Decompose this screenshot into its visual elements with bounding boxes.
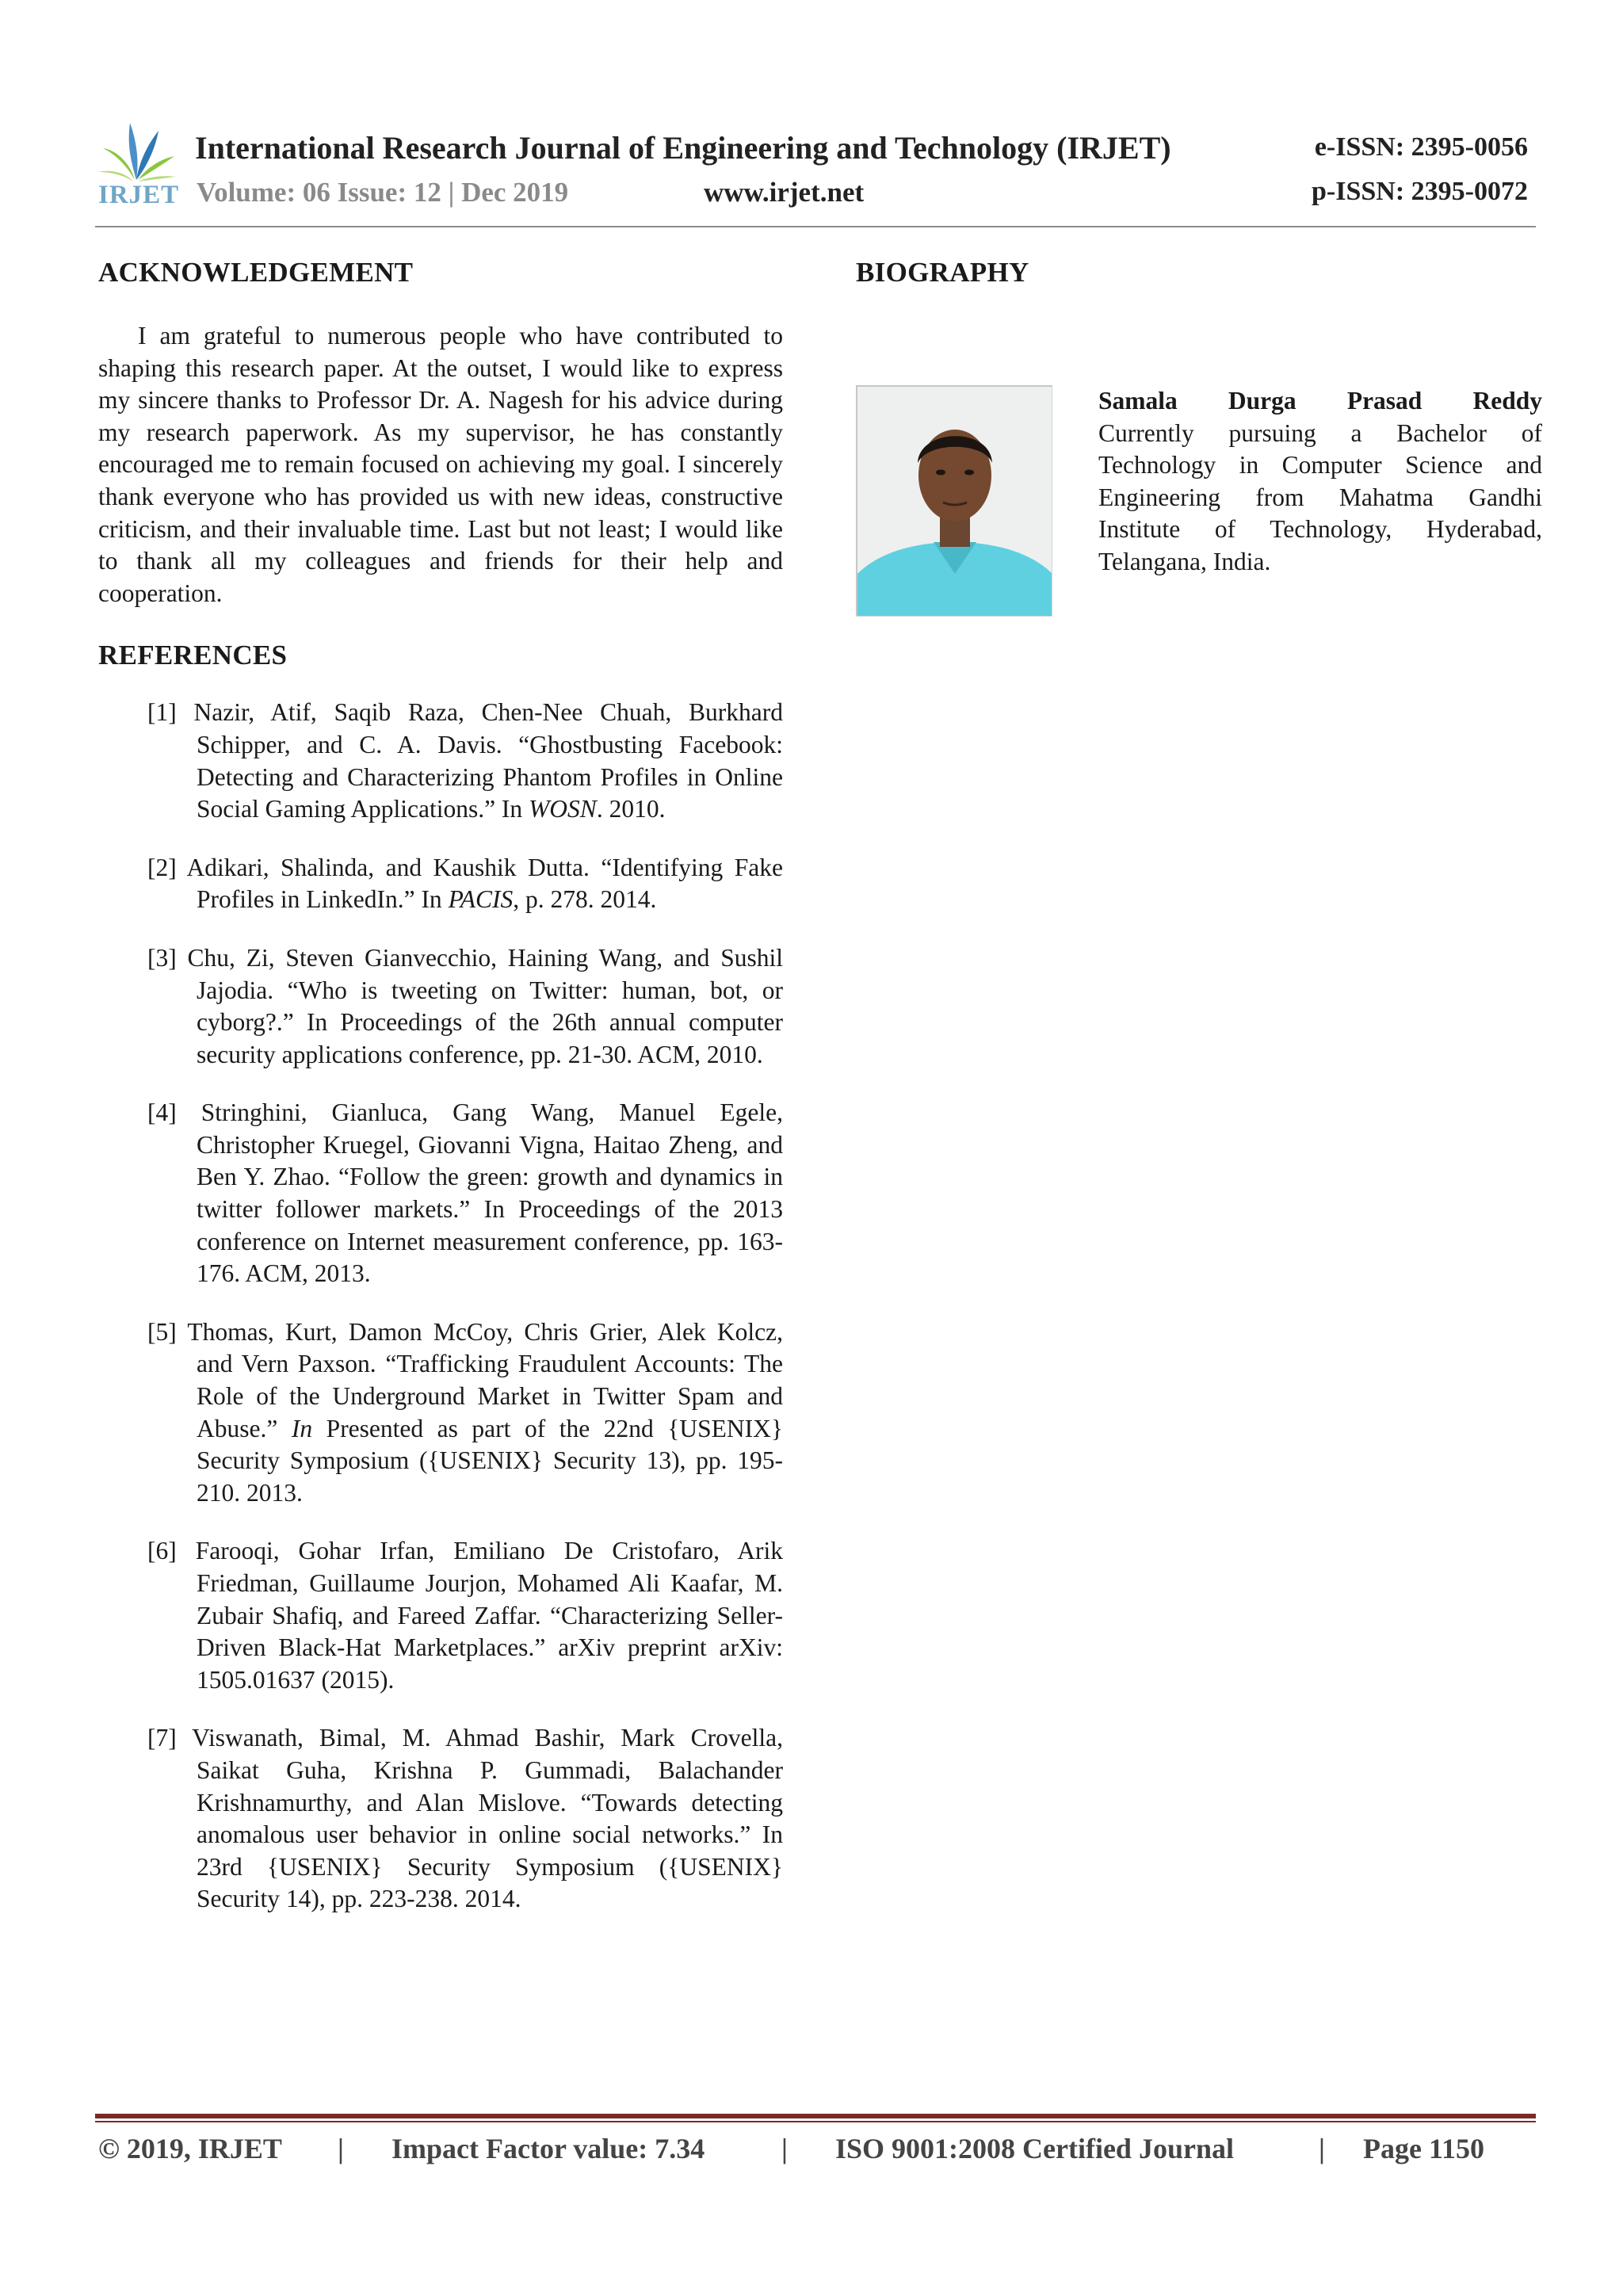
journal-header	[95, 115, 1537, 226]
reference-label: [2]	[147, 853, 177, 881]
irjet-logo	[95, 115, 179, 218]
reference-list	[98, 697, 783, 1916]
reference-item-3	[98, 942, 783, 1071]
reference-item-4	[98, 1097, 783, 1290]
reference-venue: PACIS	[448, 885, 514, 914]
author-description: Currently pursuing a Bachelor of Technology in Computer Science and Engineering from Mahatma Gandhi Institute of Technology, Hyderabad, Telangana, India.	[1098, 418, 1542, 575]
header-divider	[95, 226, 1536, 227]
reference-item-6	[98, 1535, 783, 1696]
reference-text: Stringhini, Gianluca, Gang Wang, Manuel Egele, Christopher Kruegel, Giovanni Vigna, Haitao Zheng, and Ben Y. Zhao. “Follow the green: growth and dynamics in twitter follower markets.” In Proceedings of the 2013 conference on Internet measurement conference, pp. 163-176. ACM, 2013.	[197, 1098, 783, 1288]
journal-website-link[interactable]: www.irjet.net	[704, 177, 865, 208]
right-column	[856, 252, 1542, 575]
reference-text: Thomas, Kurt, Damon McCoy, Chris Grier, Alek Kolcz, and Vern Paxson. “Trafficking Fraudulent Accounts: The Role of the Underground Market in Twitter Spam and Abuse.”	[187, 1317, 783, 1442]
reference-label: [6]	[147, 1537, 177, 1565]
reference-label: [3]	[147, 943, 177, 972]
references-heading: REFERENCES	[98, 640, 288, 671]
p-issn: p-ISSN: 2395-0072	[1312, 177, 1528, 206]
reference-tail: Presented as part of the 22nd {USENIX} Security Symposium ({USENIX} Security 13), pp. 195-210. 2013.	[197, 1414, 783, 1507]
footer-divider	[95, 2114, 1536, 2118]
reference-item-5	[98, 1316, 783, 1510]
reference-item-2	[98, 852, 783, 916]
footer-iso: ISO 9001:2008 Certified Journal	[835, 2133, 1234, 2164]
reference-label: [1]	[147, 698, 177, 727]
footer-impact-factor: Impact Factor value: 7.34	[391, 2133, 705, 2164]
reference-label: [5]	[147, 1317, 177, 1346]
biography-text	[1098, 385, 1542, 579]
reference-item-1	[98, 697, 783, 825]
logo-wordmark: IRJET	[98, 181, 180, 209]
reference-text: Adikari, Shalinda, and Kaushik Dutta. “Identifying Fake Profiles in LinkedIn.” In	[186, 853, 783, 914]
footer-copyright: © 2019, IRJET	[98, 2133, 282, 2164]
reference-tail: . 2010.	[596, 795, 666, 823]
reference-venue: WOSN	[529, 795, 597, 823]
author-photo	[856, 385, 1052, 617]
leaf-logo-icon	[95, 115, 179, 186]
reference-label: [7]	[147, 1724, 177, 1752]
left-column	[98, 252, 783, 1942]
footer-separator: |	[338, 2133, 344, 2164]
reference-item-7	[98, 1722, 783, 1916]
reference-text: Viswanath, Bimal, M. Ahmad Bashir, Mark Crovella, Saikat Guha, Krishna P. Gummadi, Balachander Krishnamurthy, and Alan Mislove. “Towards detecting anomalous user behavior in online social networks.” In 23rd {USENIX} Security Symposium ({USENIX} Security 14), pp. 223-238. 2014.	[192, 1724, 783, 1913]
biography-block	[856, 320, 1542, 575]
acknowledgement-heading: ACKNOWLEDGEMENT	[98, 257, 414, 288]
footer-page-number: Page 1150	[1363, 2133, 1484, 2164]
e-issn: e-ISSN: 2395-0056	[1314, 132, 1528, 162]
footer-separator: |	[781, 2133, 788, 2164]
reference-text: Chu, Zi, Steven Gianvecchio, Haining Wang, and Sushil Jajodia. “Who is tweeting on Twitter: human, bot, or cyborg?.” In Proceedings of the 26th annual computer security applications conference, pp. 21-30. ACM, 2010.	[187, 943, 783, 1068]
reference-venue: In	[291, 1414, 313, 1442]
page-footer	[98, 2132, 1541, 2172]
volume-issue: Volume: 06 Issue: 12 | Dec 2019	[197, 177, 569, 208]
footer-divider-thin	[95, 2121, 1536, 2122]
reference-text: Nazir, Atif, Saqib Raza, Chen-Nee Chuah, Burkhard Schipper, and C. A. Davis. “Ghostbusting Facebook: Detecting and Characterizing Phantom Profiles in Online Social Gaming Applications.” In	[193, 698, 783, 823]
journal-title: International Research Journal of Engineering and Technology (IRJET)	[195, 130, 1171, 166]
reference-text: Farooqi, Gohar Irfan, Emiliano De Cristofaro, Arik Friedman, Guillaume Jourjon, Mohamed Ali Kaafar, M. Zubair Shafiq, and Fareed Zaffar. “Characterizing Seller-Driven Black-Hat Marketplaces.” arXiv preprint arXiv: 1505.01637 (2015).	[195, 1537, 783, 1694]
footer-separator: |	[1319, 2133, 1325, 2164]
reference-tail: , p. 278. 2014.	[513, 885, 657, 914]
biography-heading: BIOGRAPHY	[856, 257, 1029, 288]
reference-label: [4]	[147, 1098, 177, 1127]
acknowledgement-body: I am grateful to numerous people who have contributed to shaping this research paper. At the outset, I would like to express my sincere thanks to Professor Dr. A. Nagesh for his advice during my research paperwork. As my supervisor, he has constantly encouraged me to remain focused on achieving my goal. I sincerely thank everyone who has provided us with new ideas, constructive criticism, and their invaluable time. Last but not least; I would like to thank all my colleagues and friends for their help and cooperation.	[98, 322, 783, 607]
author-name: Samala Durga Prasad Reddy	[1098, 387, 1542, 415]
author-portrait-icon	[857, 387, 1052, 617]
